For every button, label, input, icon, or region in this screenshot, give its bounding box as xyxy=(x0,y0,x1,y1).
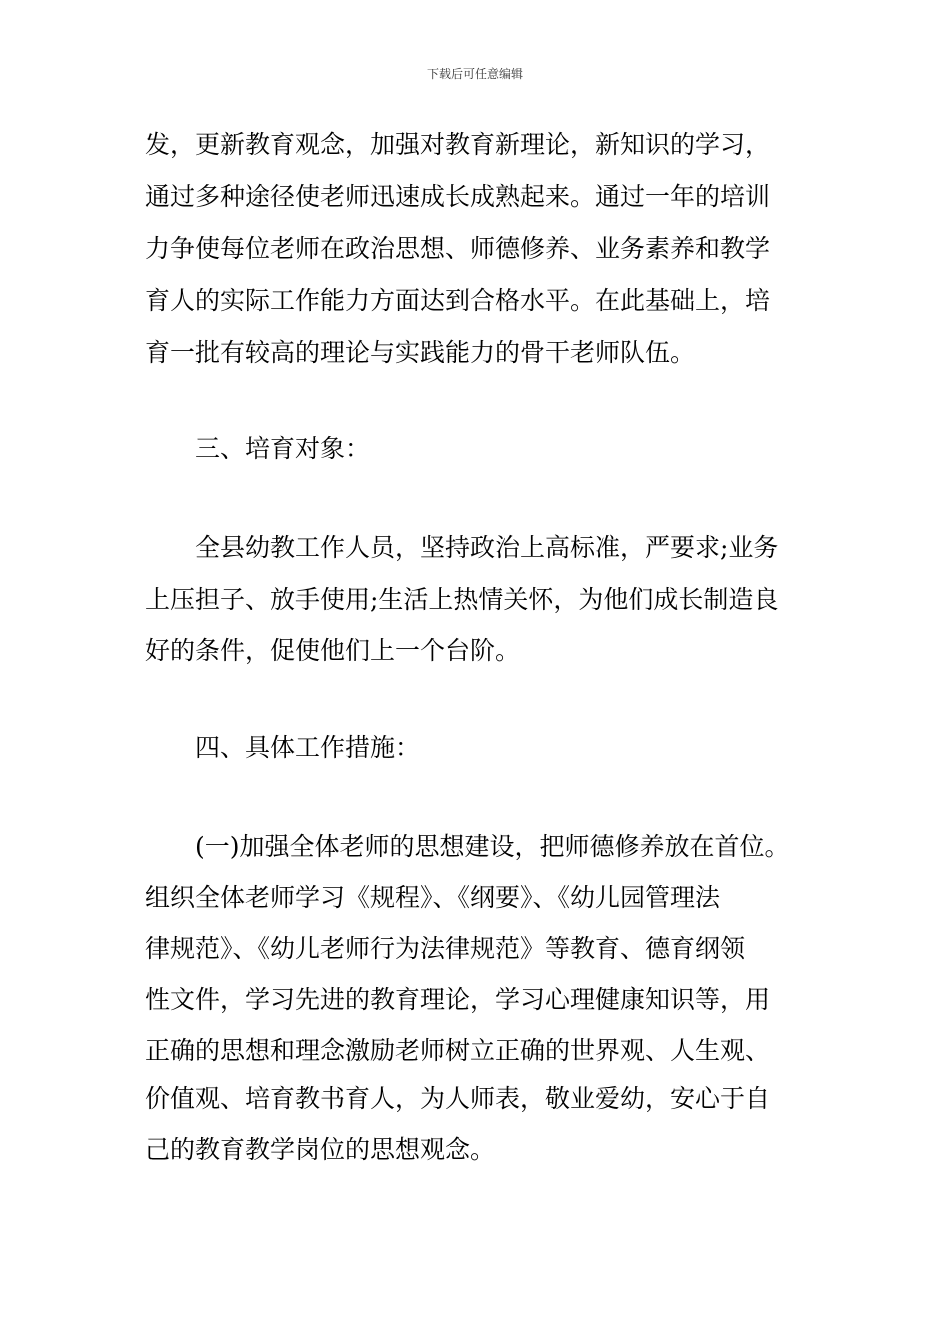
paragraph-line: 力争使每位老师在政治思想、师德修养、业务素养和教学 xyxy=(145,234,771,263)
page-header: 下载后可任意编辑 xyxy=(426,67,523,81)
paragraph-line: 己的教育教学岗位的思想观念。 xyxy=(145,1135,496,1164)
paragraph-line: 全县幼教工作人员，坚持政治上高标准，严要求;业务 xyxy=(195,533,779,562)
paragraph-line: 组织全体老师学习《规程》、《纲要》、《幼儿园管理法 xyxy=(145,883,721,912)
paragraph-line: 律规范》、《幼儿老师行为法律规范》等教育、德育纲领 xyxy=(145,934,746,963)
paragraph-line: 育人的实际工作能力方面达到合格水平。在此基础上，培 xyxy=(145,286,771,315)
paragraph-line: 性文件，学习先进的教育理论，学习心理健康知识等，用 xyxy=(145,985,771,1014)
paragraph-line: 上压担子、放手使用;生活上热情关怀，为他们成长制造良 xyxy=(145,585,779,614)
section-heading-4: 四、具体工作措施： xyxy=(195,733,421,762)
paragraph-line: 发，更新教育观念，加强对教育新理论，新知识的学习， xyxy=(145,130,771,159)
paragraph-line: (一)加强全体老师的思想建设，把师德修养放在首位。 xyxy=(195,832,790,861)
paragraph-line: 育一批有较高的理论与实践能力的骨干老师队伍。 xyxy=(145,338,696,367)
paragraph-line: 正确的思想和理念激励老师树立正确的世界观、人生观、 xyxy=(145,1036,771,1065)
paragraph-line: 好的条件，促使他们上一个台阶。 xyxy=(145,636,521,665)
section-heading-3: 三、培育对象： xyxy=(195,434,371,463)
paragraph-line: 通过多种途径使老师迅速成长成熟起来。通过一年的培训 xyxy=(145,182,771,211)
paragraph-line: 价值观、培育教书育人，为人师表，敬业爱幼，安心于自 xyxy=(145,1084,771,1113)
